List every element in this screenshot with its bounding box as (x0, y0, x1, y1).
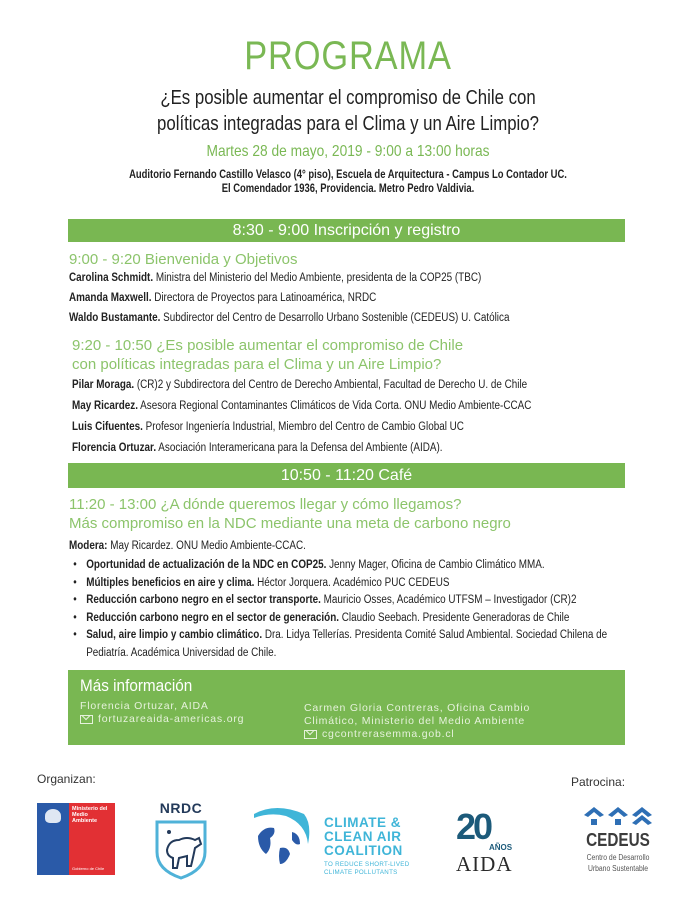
talk-speaker: Héctor Jorquera. Académico PUC CEDEUS (254, 576, 450, 589)
speaker-name: Waldo Bustamante. (69, 312, 161, 324)
flag-blue-panel (37, 803, 69, 875)
event-venue (63, 168, 634, 196)
speaker-name: Florencia Ortuzar. (72, 442, 157, 454)
gobierno-text: Gobierno de Chile (72, 866, 105, 871)
speaker-role: (CR)2 y Subdirectora del Centro de Derecho Ambiental, Facultad de Derecho U. de Chile (134, 379, 528, 391)
registration-bar: 8:30 - 9:00 Inscripción y registro (68, 219, 625, 242)
event-date: Martes 28 de mayo, 2019 - 9:00 a 13:00 horas (206, 143, 490, 160)
speaker-name: Amanda Maxwell. (69, 292, 152, 304)
nrdc-wordmark: NRDC (159, 800, 203, 816)
talk-item (69, 575, 632, 593)
bullet-icon: • (73, 611, 77, 624)
cedeus-houses-icon (582, 805, 654, 827)
contact-email-row[interactable] (80, 713, 244, 726)
cedeus-tagline-line: Urbano Sustentable (587, 864, 649, 873)
speaker-role: Subdirector del Centro de Desarrollo Urbano Sostenible (CEDEUS) U. Católica (160, 312, 510, 324)
contact-name-line-2: Climático, Ministerio del Medio Ambiente (304, 715, 526, 727)
ministry-environment-logo (37, 803, 115, 875)
contact-email[interactable]: fortuzareaida-americas.org (98, 713, 245, 725)
speaker-row (72, 417, 531, 438)
contact-name-line-1: Carmen Gloria Contreras, Oficina Cambio (304, 702, 531, 714)
session-3-title-line-1: 11:20 - 13:00 ¿A dónde queremos llegar y cómo llegamos? (69, 496, 462, 513)
ccac-line: CLIMATE & (324, 815, 401, 830)
talk-topic: Oportunidad de actualización de la NDC en COP25. (86, 559, 327, 571)
session-2-speakers (72, 375, 531, 459)
ccac-line: CLEAN AIR (324, 829, 402, 844)
aida-anos-label: AÑOS (489, 843, 513, 852)
cedeus-tagline (577, 852, 659, 874)
bullet-icon: • (73, 629, 77, 641)
nrdc-logo (147, 800, 215, 880)
ccac-globe-icon (246, 804, 314, 874)
speaker-role: Ministra del Ministerio del Medio Ambiente, presidenta de la COP25 (TBC) (153, 272, 482, 284)
ministry-text-line: Ministerio del (72, 806, 108, 812)
talk-topic: Reducción carbono negro en el sector transporte. (86, 594, 321, 606)
event-subtitle (56, 85, 641, 137)
sponsor-label: Patrocina: (571, 775, 626, 789)
venue-line-1: Auditorio Fernando Castillo Velasco (4° piso), Escuela de Arquitectura - Campus Lo Contador UC. (129, 169, 567, 181)
ccac-tagline (324, 861, 410, 877)
talk-item (69, 592, 632, 610)
nrdc-bear-shield-icon (147, 800, 215, 880)
contact-mma (304, 702, 530, 741)
talk-speaker: Claudio Seebach. Presidente Generadoras de Chile (339, 611, 570, 624)
aida-wordmark: AIDA (456, 852, 513, 876)
speaker-role: Asesora Regional Contaminantes Climáticos de Vida Corta. ONU Medio Ambiente-CCAC (137, 400, 532, 412)
session-2-title (72, 336, 463, 374)
contact-email[interactable]: cgcontrerasemma.gob.cl (322, 728, 455, 740)
program-title: PROGRAMA (244, 34, 452, 78)
talks-list (69, 557, 632, 662)
aida-20-years-mark: 20 (456, 806, 491, 847)
talk-item (69, 610, 632, 628)
bullet-icon: • (73, 594, 77, 606)
more-info-title: Más información (80, 676, 193, 695)
subtitle-line-2: políticas integradas para el Clima y un Aire Limpio? (157, 113, 539, 135)
ministry-logo-text (72, 806, 107, 824)
bullet-icon: • (73, 559, 77, 571)
cedeus-tagline-line: Centro de Desarrollo (586, 853, 650, 862)
talk-topic: Múltiples beneficios en aire y clima. (86, 576, 255, 589)
mail-icon (80, 715, 93, 724)
mail-icon (304, 730, 317, 739)
venue-line-2: El Comendador 1936, Providencia. Metro Pedro Valdivia. (221, 183, 475, 195)
ccac-wordmark (324, 816, 403, 858)
speaker-name: Carolina Schmidt. (69, 272, 154, 284)
session-2-title-line-1: 9:20 - 10:50 ¿Es posible aumentar el compromiso de Chile (72, 337, 464, 354)
more-info-box (68, 670, 625, 745)
chile-crest-icon (45, 809, 61, 823)
moderator-label: Modera: (69, 540, 108, 552)
speaker-name: Pilar Moraga. (72, 379, 135, 391)
contact-aida (80, 700, 244, 726)
moderator-line (69, 540, 306, 552)
speaker-row (69, 308, 509, 328)
contact-name: Florencia Ortuzar, AIDA (80, 700, 209, 712)
speaker-row (72, 375, 531, 396)
ccac-line: COALITION (324, 843, 403, 858)
speaker-row (69, 288, 509, 308)
talk-item (69, 557, 632, 575)
speaker-role: Directora de Proyectos para Latinoamérica, NRDC (151, 292, 377, 304)
cedeus-wordmark: CEDEUS (586, 830, 650, 850)
session-3-title-line-2: Más compromiso en la NDC mediante una meta de carbono negro (69, 515, 511, 532)
speaker-row (72, 438, 531, 459)
ccac-tagline-line: TO REDUCE SHORT-LIVED (324, 861, 410, 868)
bullet-icon: • (73, 576, 77, 589)
speaker-role: Profesor Ingeniería Industrial, Miembro del Centro de Cambio Global UC (142, 421, 464, 433)
session-1-speakers (69, 268, 509, 328)
ccac-tagline-line: CLIMATE POLLUTANTS (324, 869, 398, 876)
talk-speaker: Dra. Lidya Tellerías. Presidenta Comité Salud Ambiental. Sociedad Chilena de Pediatría. Académica Universidad de Chile. (86, 629, 608, 659)
session-3-title (69, 495, 511, 533)
talk-speaker: Mauricio Osses, Académico UTFSM – Investigador (CR)2 (320, 594, 577, 606)
moderator-name: May Ricardez. ONU Medio Ambiente-CCAC. (107, 540, 306, 552)
contact-email-row[interactable] (304, 728, 530, 741)
subtitle-line-1: ¿Es posible aumentar el compromiso de Chile con (160, 87, 536, 109)
speaker-row (69, 268, 509, 288)
session-2-title-line-2: con políticas integradas para el Clima y un Aire Limpio? (72, 356, 442, 373)
coffee-break-bar: 10:50 - 11:20 Café (68, 463, 625, 488)
organizers-label: Organizan: (37, 772, 96, 786)
talk-topic: Reducción carbono negro en el sector de generación. (86, 611, 340, 624)
speaker-role: Asociación Interamericana para la Defensa del Ambiente (AIDA). (156, 442, 443, 454)
talk-topic: Salud, aire limpio y cambio climático. (86, 629, 263, 641)
speaker-name: May Ricardez. (72, 400, 138, 412)
ministry-text-line: Medio (72, 812, 88, 818)
ministry-text-line: Ambiente (72, 818, 98, 824)
talk-item (69, 627, 632, 662)
session-1-title: 9:00 - 9:20 Bienvenida y Objetivos (69, 251, 298, 268)
speaker-row (72, 396, 531, 417)
talk-speaker: Jenny Mager, Oficina de Cambio Climático MMA. (326, 559, 545, 571)
speaker-name: Luis Cifuentes. (72, 421, 143, 433)
